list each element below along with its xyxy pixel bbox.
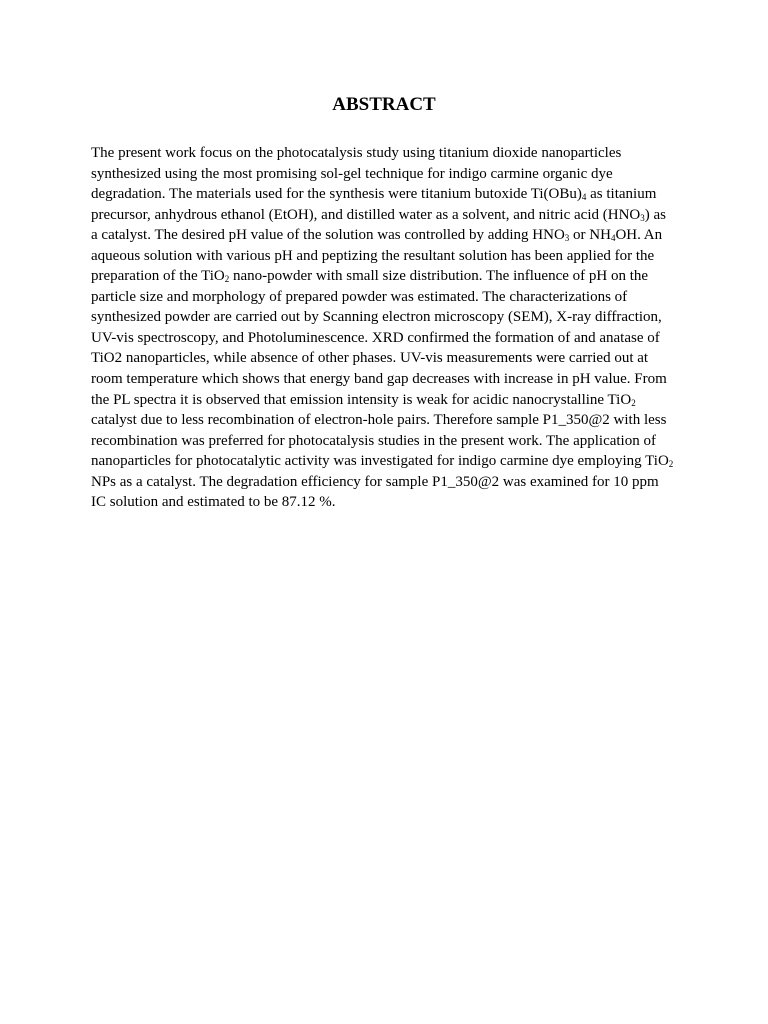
abstract-line bbox=[91, 205, 681, 226]
text-run: a catalyst. The desired pH value of the solution was controlled by adding HNO bbox=[91, 227, 565, 244]
text-run: precursor, anhydrous ethanol (EtOH), and distilled water as a solvent, and nitric acid (HNO bbox=[91, 206, 641, 223]
text-run: particle size and morphology of prepared powder was estimated. The characterizations of bbox=[91, 288, 628, 305]
abstract-line bbox=[91, 184, 681, 205]
text-run: IC solution and estimated to be 87.12 %. bbox=[91, 494, 336, 511]
abstract-line bbox=[91, 348, 681, 369]
abstract-line bbox=[91, 164, 681, 185]
abstract-heading: ABSTRACT bbox=[332, 94, 436, 115]
abstract-line bbox=[91, 266, 681, 287]
text-run: degradation. The materials used for the synthesis were titanium butoxide Ti(OBu) bbox=[91, 186, 582, 203]
subscript: 3 bbox=[564, 233, 570, 244]
text-run: synthesized using the most promising sol-gel technique for indigo carmine organic dye bbox=[91, 165, 613, 182]
abstract-line bbox=[91, 225, 681, 246]
text-run: or NH bbox=[569, 227, 611, 244]
abstract-line bbox=[91, 143, 681, 164]
text-run: TiO2 nanoparticles, while absence of other phases. UV-vis measurements were carried out at bbox=[91, 350, 649, 367]
abstract-line bbox=[91, 410, 681, 431]
abstract-line bbox=[91, 451, 681, 472]
abstract-paragraph bbox=[91, 143, 681, 513]
subscript: 2 bbox=[631, 397, 636, 408]
text-run: preparation of the TiO bbox=[91, 268, 225, 285]
subscript: 4 bbox=[581, 192, 587, 203]
subscript: 4 bbox=[610, 233, 616, 244]
abstract-line bbox=[91, 307, 681, 328]
abstract-line bbox=[91, 287, 681, 308]
abstract-line bbox=[91, 472, 681, 493]
abstract-line bbox=[91, 328, 681, 349]
text-run: OH. An bbox=[615, 227, 663, 244]
subscript: 3 bbox=[640, 212, 645, 223]
text-run: ) as bbox=[644, 206, 666, 223]
abstract-line bbox=[91, 492, 681, 513]
text-run: aqueous solution with various pH and peptizing the resultant solution has been applied for the bbox=[91, 247, 655, 264]
text-run: room temperature which shows that energy band gap decreases with increase in pH value. From bbox=[91, 371, 667, 388]
text-run: nano-powder with small size distribution. The influence of pH on the bbox=[229, 268, 649, 285]
subscript: 2 bbox=[668, 459, 674, 470]
subscript: 2 bbox=[224, 274, 230, 285]
abstract-line bbox=[91, 369, 681, 390]
text-run: UV-vis spectroscopy, and Photoluminescence. XRD confirmed the formation of and anatase of bbox=[91, 329, 660, 346]
abstract-line bbox=[91, 246, 681, 267]
text-run: nanoparticles for photocatalytic activity was investigated for indigo carmine dye employing TiO bbox=[91, 453, 669, 470]
text-run: recombination was preferred for photocatalysis studies in the present work. The application of bbox=[91, 432, 656, 449]
text-run: catalyst due to less recombination of electron-hole pairs. Therefore sample P1_350@2 with less bbox=[91, 412, 667, 429]
text-run: as titanium bbox=[586, 186, 657, 203]
abstract-line bbox=[91, 390, 681, 411]
text-run: synthesized powder are carried out by Scanning electron microscopy (SEM), X-ray diffraction, bbox=[91, 309, 662, 326]
text-run: The present work focus on the photocatalysis study using titanium dioxide nanoparticles bbox=[91, 145, 622, 161]
text-run: the PL spectra it is observed that emission intensity is weak for acidic nanocrystalline TiO bbox=[91, 391, 632, 408]
abstract-line bbox=[91, 431, 681, 452]
text-run: NPs as a catalyst. The degradation efficiency for sample P1_350@2 was examined for 10 ppm bbox=[91, 473, 659, 490]
